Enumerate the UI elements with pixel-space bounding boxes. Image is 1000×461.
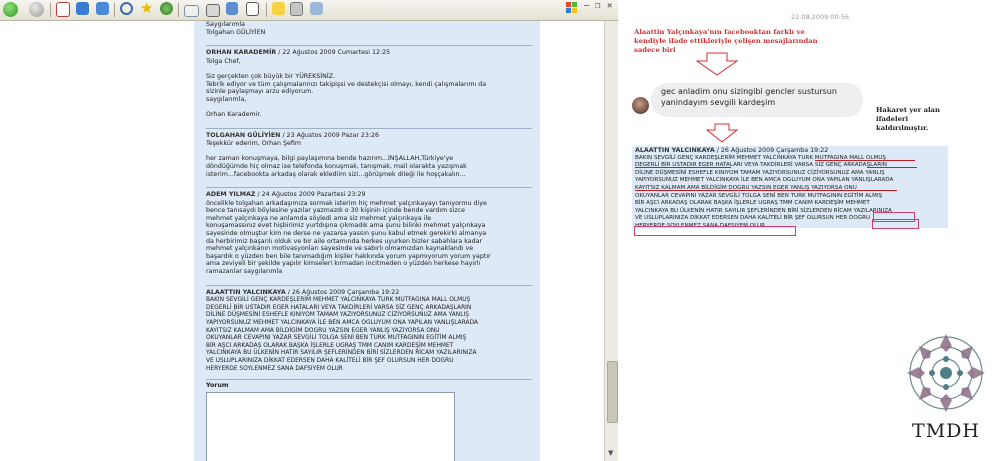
comment-list: [206, 21, 532, 461]
comment-author: ALAATTIN YALCINKAYA: [206, 288, 286, 296]
comment-text: Teşekkür ederim, Orhan Şefim her zaman konuşmaya, bilgi paylaşımına bende hazırım...İNŞALLAH,Türkiye'ye döndüğümde hiç olmaz ise telefonda konuşmak, tanışmak, mail olarakta yazışmak isterim...facebookta arkadaş olarak eklediim sizi...görüşmek dileği ile hoşçakalın...: [206, 140, 467, 178]
messenger-icon[interactable]: [290, 2, 303, 16]
search-icon[interactable]: [120, 2, 133, 15]
quoted-comment: [632, 146, 948, 228]
brand-logo-text: TMDH: [912, 420, 980, 442]
comment-author: TOLGAHAN GÜLİYİEN: [206, 131, 281, 139]
toolbar-separator: [178, 3, 179, 17]
toolbar-separator: [50, 3, 51, 17]
comment-form-label: Yorum: [206, 379, 532, 390]
chat-message: gec anladim onu sizingibi gencler sustursun yanindayım sevgili kardeşim: [661, 87, 837, 107]
forward-icon[interactable]: [29, 2, 44, 17]
comment-text: öncelikle tolgahan arkadaşımıza sormak isterim hiç mehmet yalçınkayayı tanıyormu diye bence tanısaydı böylesine yazılar yazmazdı o 30 kişinin içinde bende vardım sizce mehmet yalçınkaya ne anlamda söyledi ama siz mehmet yalçınkaya ile konuşamassınız evet hişbirimiz yurtdışına çıkmadık ama şunu bilinki mehmet yalçınkaya sayesinde olmuştur kim ne derse ne yazarsa yassın şunu kabul etmek gerekirki almanya da herbirimiz başarılı olduk ve bir aile ortamında herkes uyurken bizler sabahlara kadar mehmet yalçınkanın motivasyonları sayesinde ve sabırlı olmamızdan kaynaklandı ve başardık o yüzden ben bile tanımadığım kişiler hakkında yorum yapmıyorum yorum yaptır ama zeviyeli bir şekilde yapılır kimseleri kırmadan incitmeden o yüzden herkese hayırlı ramazanlar saygılarımla: [206, 199, 491, 276]
comment-text: Tolga Chef, Siz gerçekten çok büyük bir YÜREKSİNİZ. Tebrik ediyor ve tüm çalışmalarınızı takipişsi ve destekçisi olmayı, kendi çalışmalarımı da sizinle paylaşmayı arzu ediyorum. saygılarımla, Orhan Karademir.: [206, 57, 487, 118]
back-icon[interactable]: [3, 2, 18, 17]
scroll-down-icon[interactable]: ▼: [608, 449, 614, 457]
down-arrow-icon: [695, 52, 739, 76]
comment-author: ALAATTIN YALCINKAYA: [635, 147, 715, 154]
minimize-button[interactable]: –: [584, 1, 590, 11]
comment-header: [206, 49, 532, 57]
mail-icon[interactable]: [184, 5, 199, 17]
comment-item: [206, 285, 532, 374]
comment-item: [206, 45, 532, 118]
edit-icon[interactable]: [226, 2, 238, 15]
ornament-icon: [902, 330, 990, 416]
close-button[interactable]: ✕: [607, 1, 613, 11]
annotation-intro: Alaattin Yalçınkaya'nın facebooktan farklı ve kendiyle ifade ettikleriyle çelişen mesajlarından sadece biri: [634, 28, 818, 55]
favorites-icon[interactable]: ★: [140, 0, 154, 17]
comment-item: [206, 21, 532, 36]
comment-author: ADEM YILMAZ: [206, 191, 256, 199]
comment-date: / 26 Ağustos 2009 Çarşamba 19:22: [287, 288, 400, 296]
comment-text: BAKIN SEVGİLİ GENÇ KARDEŞLERİM MEHMET YALCINKAYA TURK MUTFAGINA MALL OLMUŞ DEGERLİ BİR USTADIR EGER HATALARI VEYA TAKDİRLERİ VARSA SİZ GENÇ ARKADAŞLARIN DİLİNE DÜŞMESİNİ ESHEFLE KINIYOM TAMAM YAZIYORSUNUZ CİZİYORSUNUZ AMA YANLIŞ YAPIYORSUNUZ MEHMET YALCINKAYA İLE BEN AMCA OGLUYUM ONA YAPILAN YANLIŞLARADA KAYITSIZ KALMAM AMA BİLDİGİM DOGRU YAZSIN EGER YANLIŞ YAZIYORSA ONU OKUYANLAR CEVAPINI YAZAR SEVGİLİ TOLGA SENİ BEN TURK MUTFAGININ EGİTİM ALMIŞ BİR AŞCI ARKADAŞ OLARAK BAŞKA İŞLERLE UGRAŞ TMM CANIM KARDEŞİM MEHMET YALCINKAYA BU ÜLKENİN HATIR SAYILIR ŞEFLERİNDEN BİRİ SİZLERDEN RİCAM YAZILARINIZA VE USLUPLARINIZA DİKKAT EDERSEN DAHA KALİTELİ BİR ŞEF OLURSUN HER DOGRU HERYERDE SOYLENMEZ SANA DAFSIYEM OLUR: [635, 154, 894, 229]
page-margin-left: [0, 21, 194, 461]
editor-note: Hakaret yer alan ifadeleri kaldırılmıştır.: [876, 106, 940, 132]
comment-date: / 24 Ağustos 2009 Pazartesi 23:29: [257, 191, 366, 199]
comment-header: [206, 289, 532, 297]
print-icon[interactable]: [206, 4, 220, 17]
comment-date: / 23 Ağustos 2009 Pazar 23:26: [282, 131, 380, 139]
page-icon[interactable]: [272, 2, 285, 15]
comment-header: [206, 191, 532, 199]
quoted-comment-body: [635, 155, 948, 231]
comment-text: Saygılarımla Tolgahan GÜLİYİEN: [206, 21, 266, 36]
message-timestamp: 22.08.2009 00:56: [791, 13, 850, 21]
comment-item: [206, 187, 532, 276]
scrollbar-thumb[interactable]: [607, 361, 618, 423]
comment-author: ORHAN KARADEMİR: [206, 49, 277, 57]
chat-bubble: [651, 83, 863, 117]
windows-logo-icon: [566, 2, 578, 14]
avatar: [632, 97, 649, 114]
comment-date: / 22 Ağustos 2009 Cumartesi 12:25: [278, 49, 391, 57]
comment-text: BAKIN SEVGİLİ GENÇ KARDEŞLERİM MEHMET YALCINKAYA TURK MUTFAGINA MALL OLMUŞ DEGERLİ BİR USTADIR EGER HATALARI VEYA TAKDİRLERİ VARSA SİZ GENÇ ARKADAŞLARIN DİLİNE DÜŞMESİNİ ESHEFLE KINIYOM TAMAM YAZIYORSUNUZ CİZİYORSUNUZ AMA YANLIŞ YAPIYORSUNUZ MEHMET YALCINKAYA İLE BEN AMCA OGLUYUM ONA YAPILAN YANLIŞLARADA KAYITSIZ KALMAM AMA BİLDİGİM DOGRU YAZSIN EGER YANLIŞ YAZIYORSA ONU OKUYANLAR CEVAPINI YAZAR SEVGİLİ TOLGA SENİ BEN TURK MUTFAGININ EGİTİM ALMIŞ BİR AŞCI ARKADAŞ OLARAK BAŞKA İŞLERLE UGRAŞ TMM CANIM KARDEŞİM MEHMET YALCINKAYA BU ÜLKENİN HATIR SAYILIR ŞEFLERİNDEN BİRİ SİZLERDEN RİCAM YAZILARINIZA VE USLUPLARINIZA DİKKAT EDERSEN DAHA KALİTELİ BİR ŞEF OLURSUN HER DOGRU HERYERDE SOYLENMEZ SANA DAFSIYEM OLUR: [206, 297, 479, 372]
refresh-icon[interactable]: [76, 2, 89, 15]
browser-toolbar: [0, 0, 618, 21]
comment-date: / 26 Ağustos 2009 Çarşamba 19:22: [716, 147, 829, 154]
home-icon[interactable]: [96, 2, 109, 15]
down-arrow-icon: [706, 123, 738, 143]
comment-textarea[interactable]: [206, 392, 455, 461]
toolbar-separator: [114, 3, 115, 17]
comments-page: [194, 21, 540, 461]
toolbar-separator: [266, 3, 267, 17]
discuss-icon[interactable]: [246, 2, 259, 16]
research-icon[interactable]: [310, 2, 323, 15]
history-icon[interactable]: [160, 2, 173, 15]
page-margin-right: [540, 21, 604, 461]
comment-header: [635, 147, 948, 155]
vertical-scrollbar[interactable]: [604, 21, 618, 461]
comment-header: [206, 132, 532, 140]
comment-item: [206, 128, 532, 179]
restore-button[interactable]: ❐: [595, 1, 601, 11]
stop-icon[interactable]: [56, 2, 70, 17]
